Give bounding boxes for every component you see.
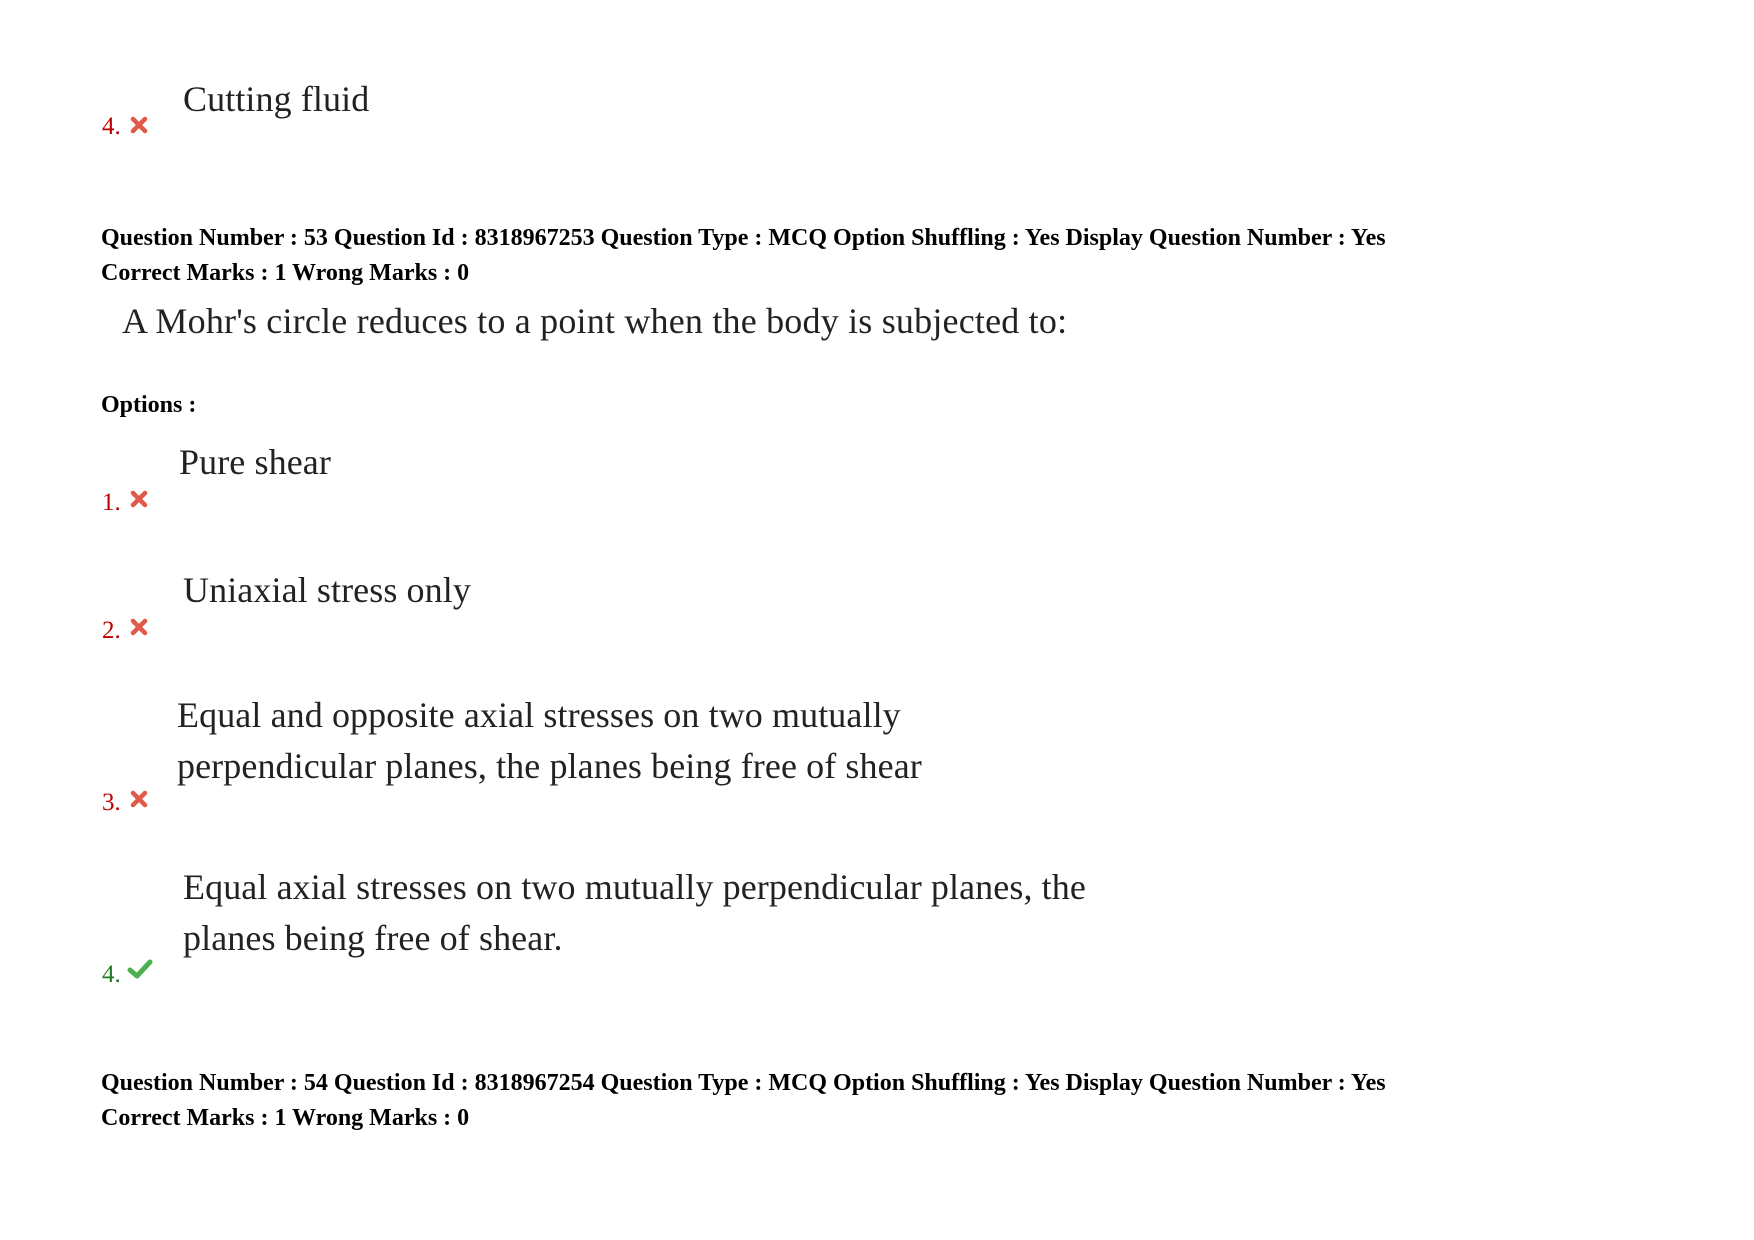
- cross-mark-icon: [129, 489, 149, 509]
- option-text: Equal and opposite axial stresses on two mutually: [177, 695, 901, 735]
- option-number: 4.: [102, 113, 121, 140]
- question-header: Question Number : 53 Question Id : 8318967253 Question Type : MCQ Option Shuffling : Yes Display Question Number : Yes: [101, 225, 1386, 251]
- options-label: Options :: [101, 392, 197, 418]
- question-marks: Correct Marks : 1 Wrong Marks : 0: [101, 1105, 470, 1131]
- question-header: Question Number : 54 Question Id : 8318967254 Question Type : MCQ Option Shuffling : Yes Display Question Number : Yes: [101, 1070, 1386, 1096]
- option-number: 1.: [102, 489, 121, 516]
- option-text: Uniaxial stress only: [183, 570, 471, 610]
- option-text: Equal axial stresses on two mutually perpendicular planes, the: [183, 867, 1086, 907]
- option-text: planes being free of shear.: [183, 918, 563, 958]
- option-number: 2.: [102, 617, 121, 644]
- option-number: 4.: [102, 961, 121, 988]
- option-text: perpendicular planes, the planes being free of shear: [177, 746, 922, 786]
- question-marks: Correct Marks : 1 Wrong Marks : 0: [101, 260, 470, 286]
- option-number: 3.: [102, 789, 121, 816]
- question-text: A Mohr's circle reduces to a point when the body is subjected to:: [122, 301, 1068, 341]
- option-text: Pure shear: [179, 442, 331, 482]
- cross-mark-icon: [129, 115, 149, 135]
- cross-mark-icon: [129, 789, 149, 809]
- check-mark-icon: [127, 958, 153, 980]
- option-text: Cutting fluid: [183, 79, 370, 119]
- cross-mark-icon: [129, 617, 149, 637]
